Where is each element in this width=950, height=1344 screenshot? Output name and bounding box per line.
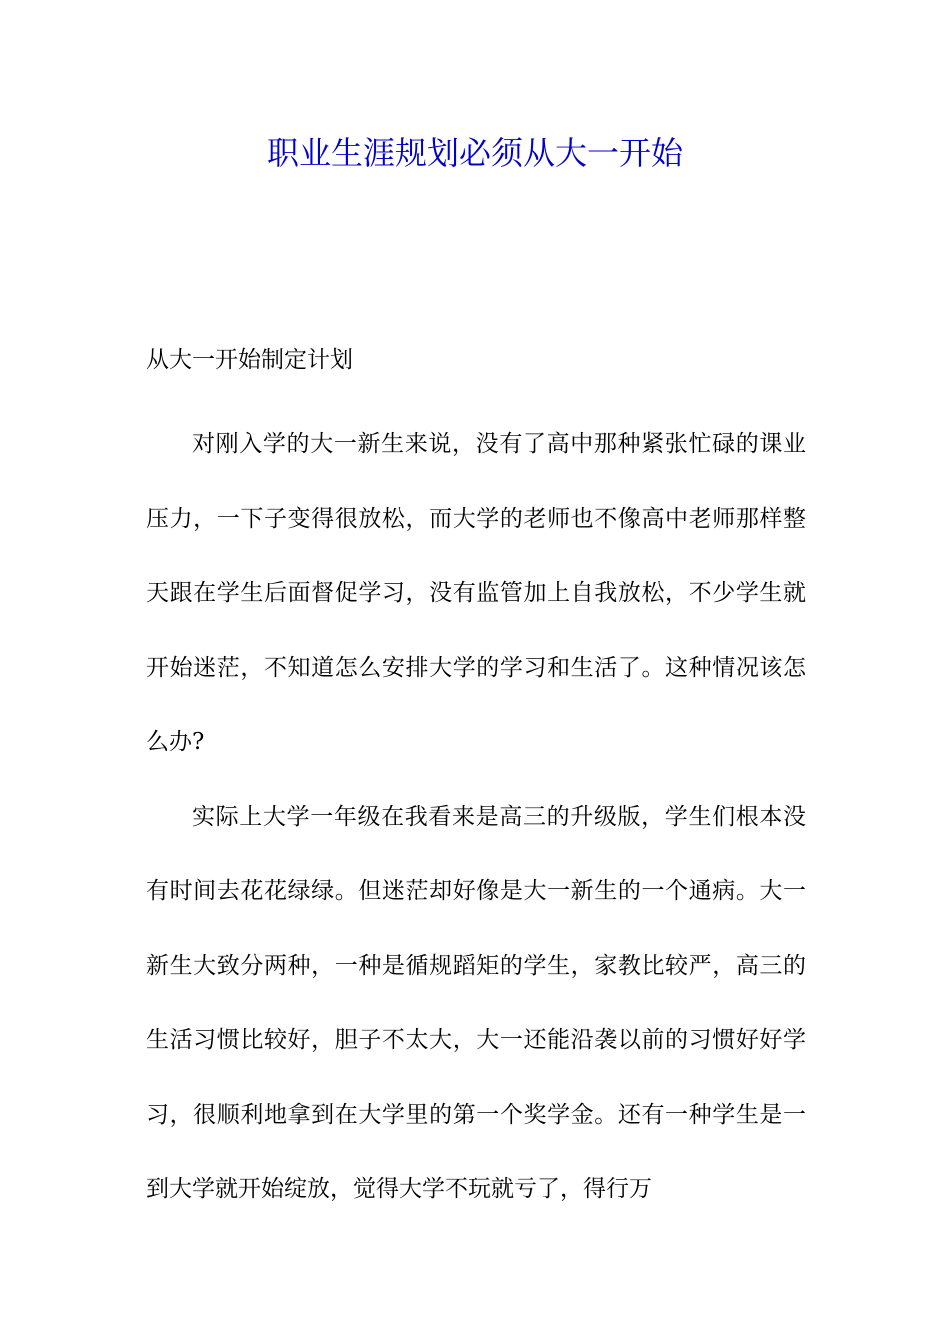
- paragraph-2: 实际上大学一年级在我看来是高三的升级版，学生们根本没有时间去花花绿绿。但迷茫却好像是大一新生的一个通病。大一新生大致分两种，一种是循规蹈矩的学生，家教比较严，高三的生活习惯比较好，胆子不太大，大一还能沿袭以前的习惯好好学习，很顺利地拿到在大学里的第一个奖学金。还有一种学生是一到大学就开始绽放，觉得大学不玩就亏了，得行万: [146, 803, 806, 1202]
- section-heading: 从大一开始制定计划: [146, 347, 353, 373]
- paragraph-1: 对刚入学的大一新生来说，没有了高中那种紧张忙碌的课业压力，一下子变得很放松，而大学的老师也不像高中老师那样整天跟在学生后面督促学习，没有监管加上自我放松，不少学生就开始迷茫，不知道怎么安排大学的学习和生活了。这种情况该怎么办?: [146, 431, 806, 755]
- document-body: [146, 335, 806, 1227]
- document-title: 职业生涯规划必须从大一开始: [266, 134, 683, 172]
